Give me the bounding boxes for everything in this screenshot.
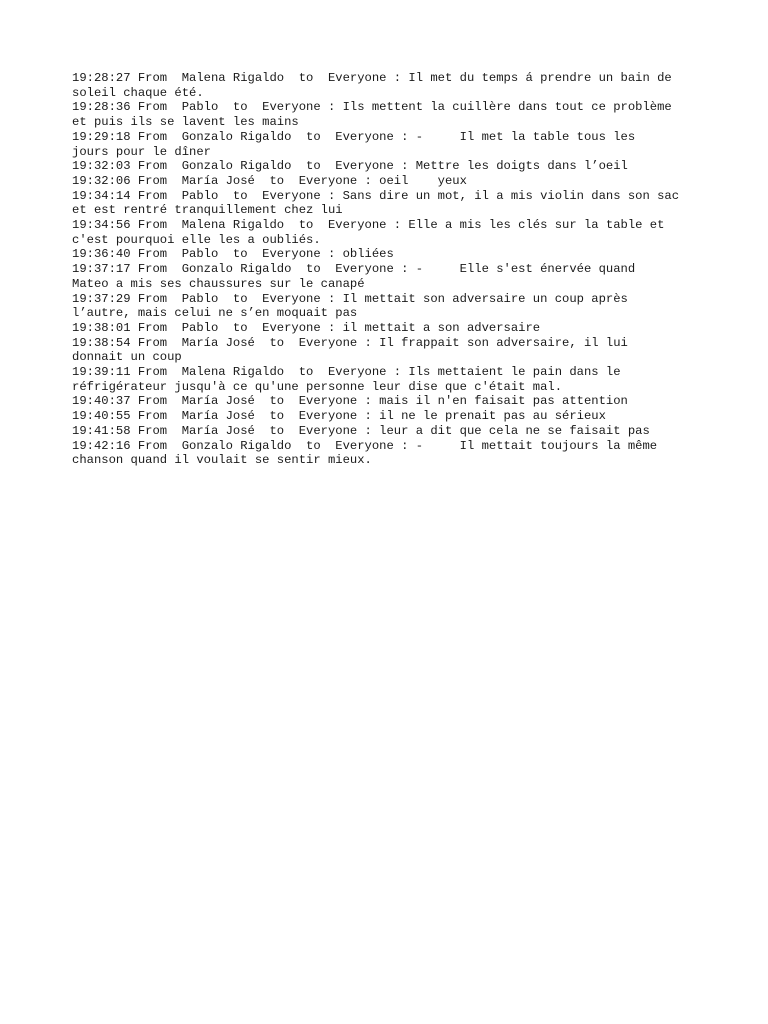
chat-message: 19:28:36 From Pablo to Everyone : Ils mettent la cuillère dans tout ce problème et puis ils se lavent les mains — [72, 100, 672, 130]
chat-message: 19:40:55 From María José to Everyone : il ne le prenait pas au sérieux — [72, 409, 606, 424]
chat-message: 19:29:18 From Gonzalo Rigaldo to Everyone : - Il met la table tous les jours pour le dîner — [72, 129, 636, 159]
chat-message: 19:42:16 From Gonzalo Rigaldo to Everyone : - Il mettait toujours la même chanson quand il voulait se sentir mieux. — [72, 438, 658, 468]
chat-message: 19:37:29 From Pablo to Everyone : Il mettait son adversaire un coup après l’autre, mais celui ne s’en moquait pas — [72, 291, 628, 321]
chat-message: 19:34:56 From Malena Rigaldo to Everyone : Elle a mis les clés sur la table et c'est pourquoi elle les a oubliés. — [72, 218, 665, 247]
chat-message: 19:32:03 From Gonzalo Rigaldo to Everyone : Mettre les doigts dans l’oeil — [72, 159, 628, 174]
chat-message: 19:39:11 From Malena Rigaldo to Everyone : Ils mettaient le pain dans le réfrigérateur jusqu'à ce qu'une personne leur dise que c'était mal. — [72, 365, 621, 394]
chat-message: 19:38:01 From Pablo to Everyone : il mettait a son adversaire — [72, 320, 541, 335]
chat-message: 19:37:17 From Gonzalo Rigaldo to Everyone : - Elle s'est énervée quand Mateo a mis ses chaussures sur le canapé — [72, 262, 636, 291]
chat-message: 19:28:27 From Malena Rigaldo to Everyone : Il met du temps á prendre un bain de soleil chaque été. — [72, 71, 672, 100]
chat-transcript — [72, 71, 712, 468]
chat-message: 19:34:14 From Pablo to Everyone : Sans dire un mot, il a mis violin dans son sac et est rentré tranquillement chez lui — [72, 188, 680, 218]
chat-message: 19:40:37 From María José to Everyone : mais il n'en faisait pas attention — [72, 394, 628, 409]
chat-message: 19:41:58 From María José to Everyone : leur a dit que cela ne se faisait pas — [72, 423, 650, 438]
chat-message: 19:38:54 From María José to Everyone : Il frappait son adversaire, il lui donnait un coup — [72, 335, 628, 365]
chat-message: 19:32:06 From María José to Everyone : oeil yeux — [72, 173, 467, 188]
chat-message: 19:36:40 From Pablo to Everyone : obliées — [72, 247, 394, 262]
